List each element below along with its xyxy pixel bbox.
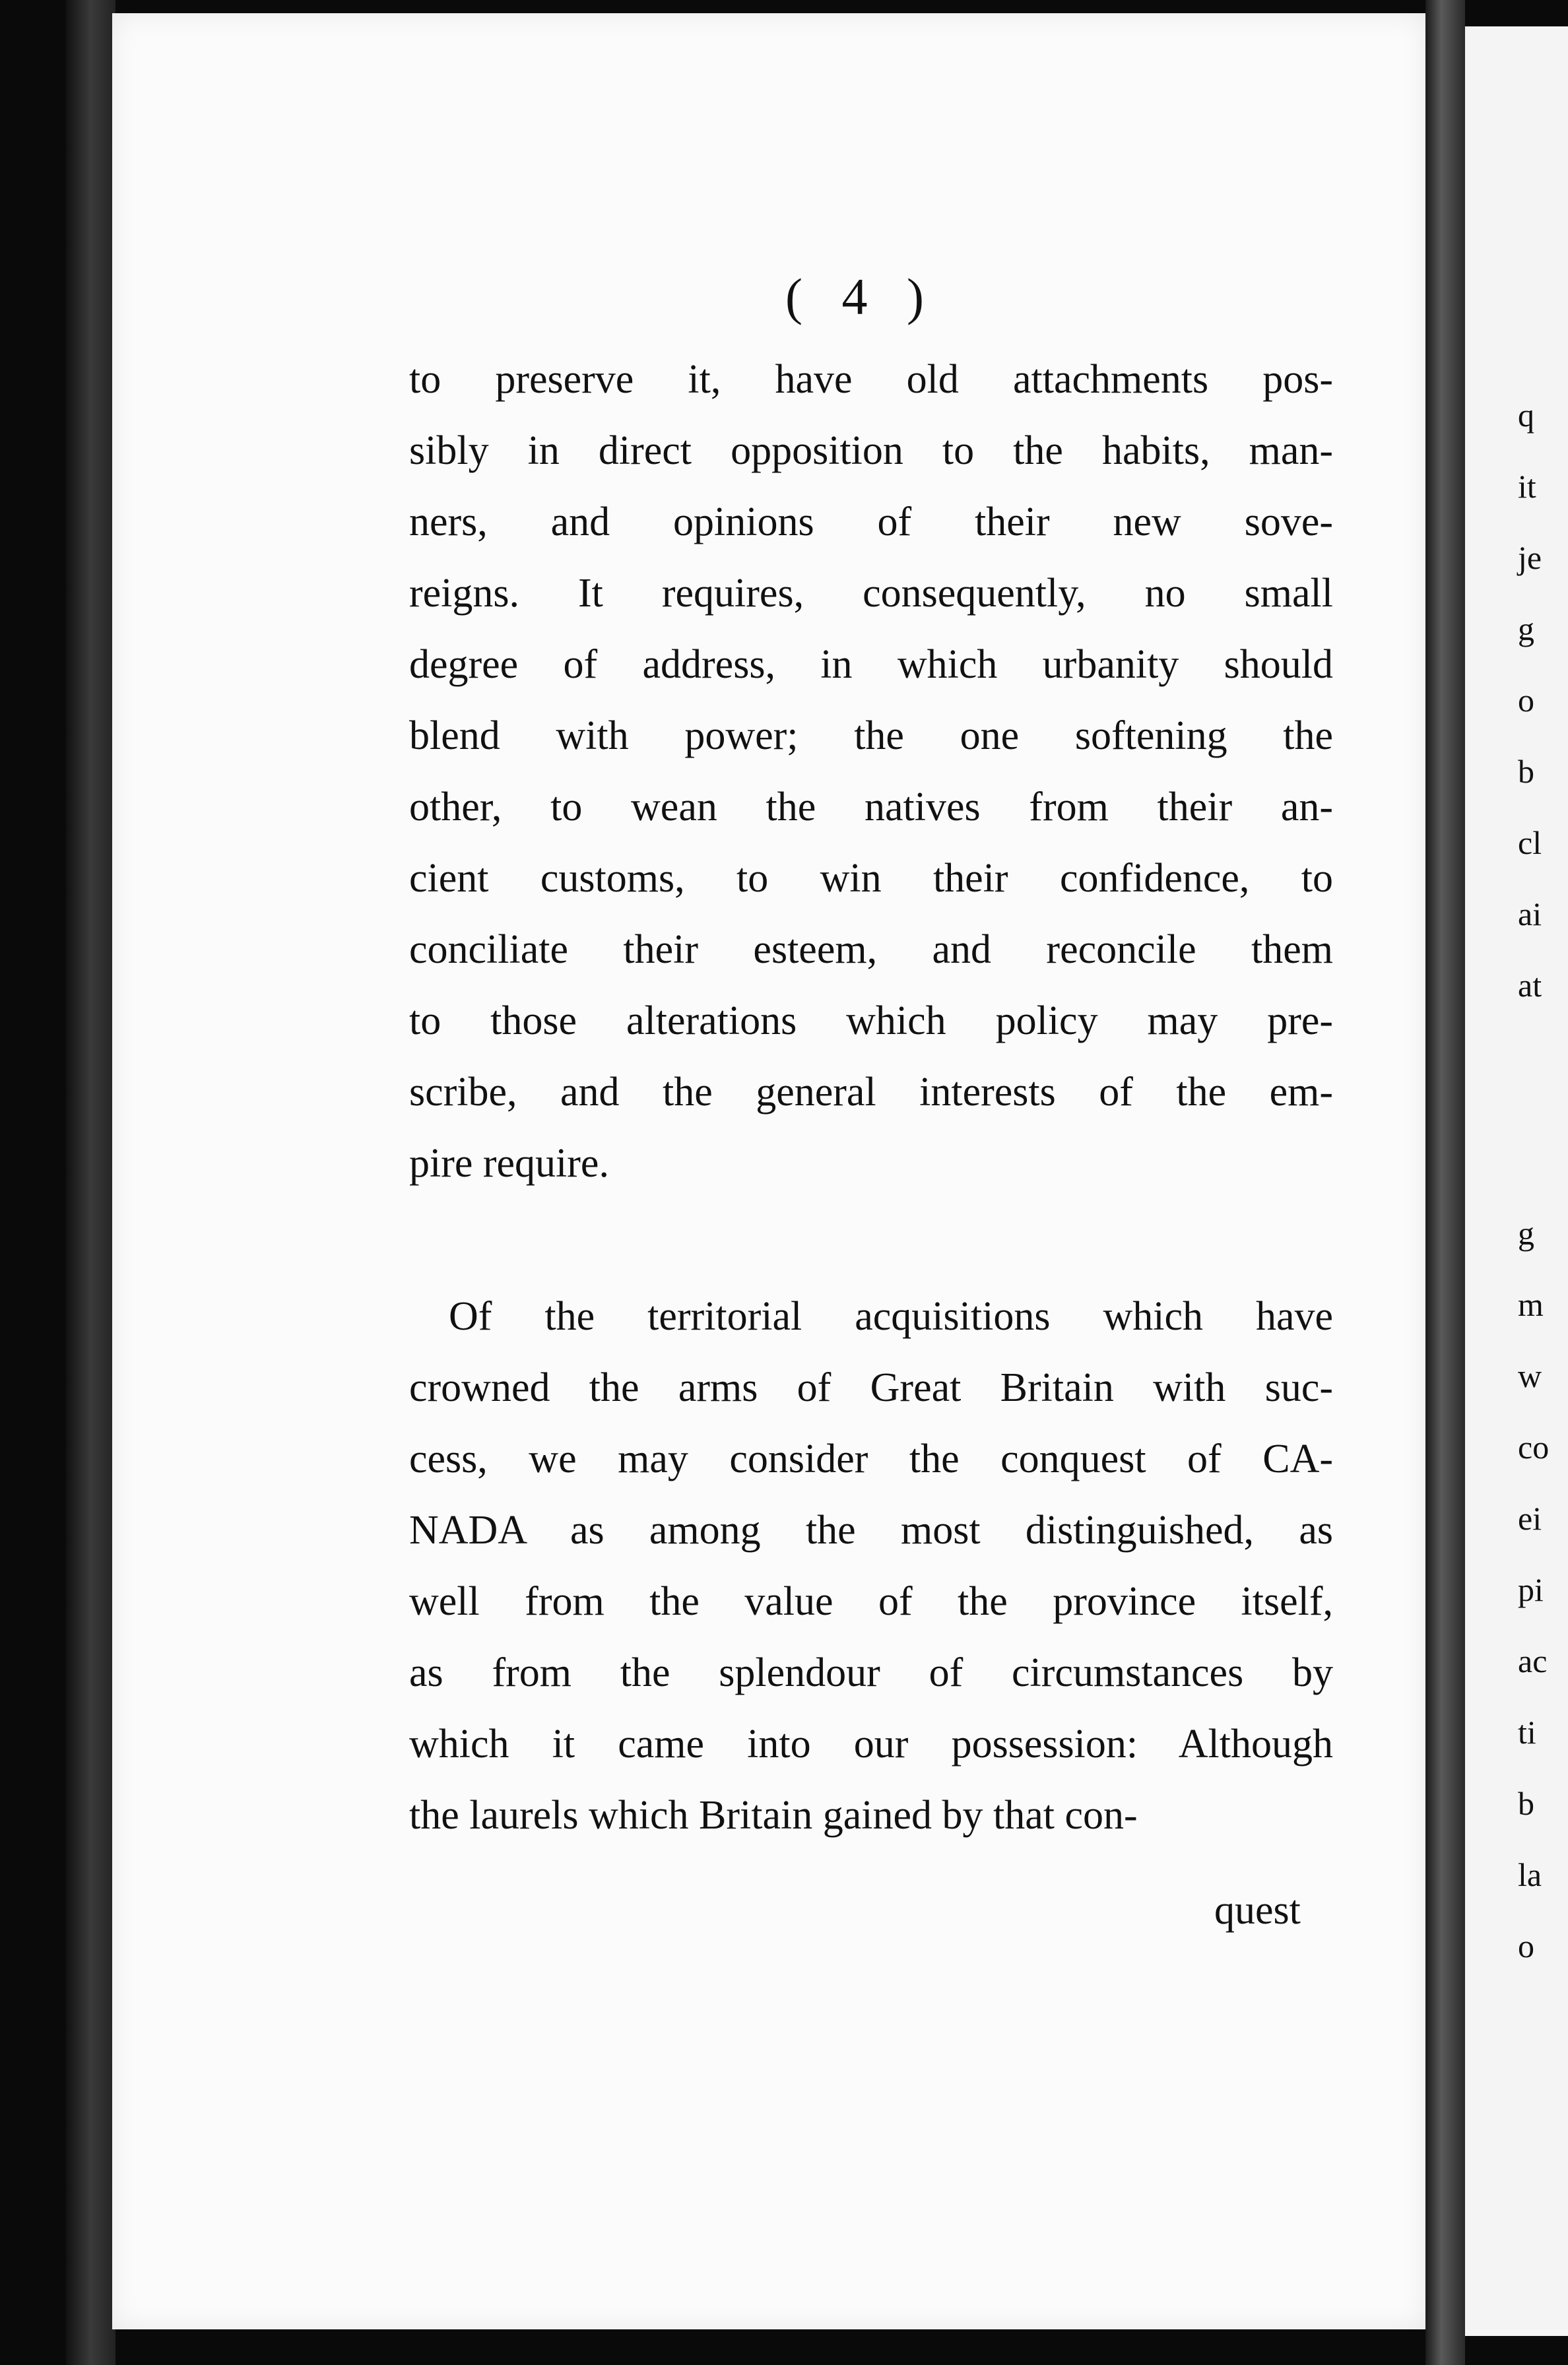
text-line: to preserve it, have old attachments pos-	[409, 357, 1333, 402]
text-line: degree of address, in which urbanity should	[409, 642, 1333, 687]
facing-page-fragment: it	[1518, 468, 1536, 505]
text-line: well from the value of the province itself,	[409, 1579, 1333, 1624]
text-line: Of the territorial acquisitions which have	[449, 1294, 1333, 1339]
facing-page-fragment: ti	[1518, 1714, 1536, 1751]
facing-page-fragment: ac	[1518, 1642, 1548, 1679]
facing-page-fragment: ai	[1518, 895, 1542, 932]
text-line: cient customs, to win their confidence, to	[409, 856, 1333, 901]
text-line: scribe, and the general interests of the em-	[409, 1070, 1333, 1115]
facing-page-fragment: m	[1518, 1286, 1544, 1323]
facing-page-fragment: pi	[1518, 1571, 1544, 1608]
facing-page-fragment: ei	[1518, 1500, 1542, 1537]
text-line: pire require.	[409, 1141, 609, 1186]
text-line: blend with power; the one softening the	[409, 713, 1333, 758]
facing-page-fragment: la	[1518, 1856, 1542, 1893]
text-line: as from the splendour of circumstances by	[409, 1650, 1333, 1695]
text-line: cess, we may consider the conquest of CA-	[409, 1437, 1333, 1481]
text-line: other, to wean the natives from their an-	[409, 785, 1333, 829]
book-gutter	[66, 0, 115, 2365]
facing-page-fragment: je	[1518, 539, 1542, 576]
facing-page-fragment: b	[1518, 1785, 1534, 1822]
catchword: quest	[1214, 1888, 1301, 1933]
facing-page-fragment: at	[1518, 967, 1542, 1004]
facing-page-fragment: o	[1518, 682, 1534, 719]
facing-page-fragment: co	[1518, 1429, 1550, 1466]
facing-page-fragment: g	[1518, 610, 1534, 647]
text-line: ners, and opinions of their new sove-	[409, 500, 1333, 544]
text-line: NADA as among the most distinguished, as	[409, 1508, 1333, 1553]
facing-page-fragment: q	[1518, 397, 1534, 434]
text-line: crowned the arms of Great Britain with suc-	[409, 1365, 1333, 1410]
page-edge-shadow	[1425, 0, 1465, 2365]
text-line: the laurels which Britain gained by that con-	[409, 1793, 1138, 1838]
text-line: which it came into our possession: Although	[409, 1722, 1333, 1766]
facing-page-fragment: b	[1518, 753, 1534, 790]
text-line: conciliate their esteem, and reconcile them	[409, 927, 1333, 972]
page-header: ( 4 )	[785, 268, 937, 325]
text-line: to those alterations which policy may pre-	[409, 998, 1333, 1043]
facing-page-fragment: w	[1518, 1357, 1542, 1394]
facing-page-fragment: cl	[1518, 824, 1542, 861]
facing-page-fragment: o	[1518, 1928, 1534, 1964]
text-line: reigns. It requires, consequently, no small	[409, 571, 1333, 616]
text-line: sibly in direct opposition to the habits, man-	[409, 428, 1333, 473]
facing-page	[1465, 26, 1568, 2336]
facing-page-fragment: g	[1518, 1215, 1534, 1252]
